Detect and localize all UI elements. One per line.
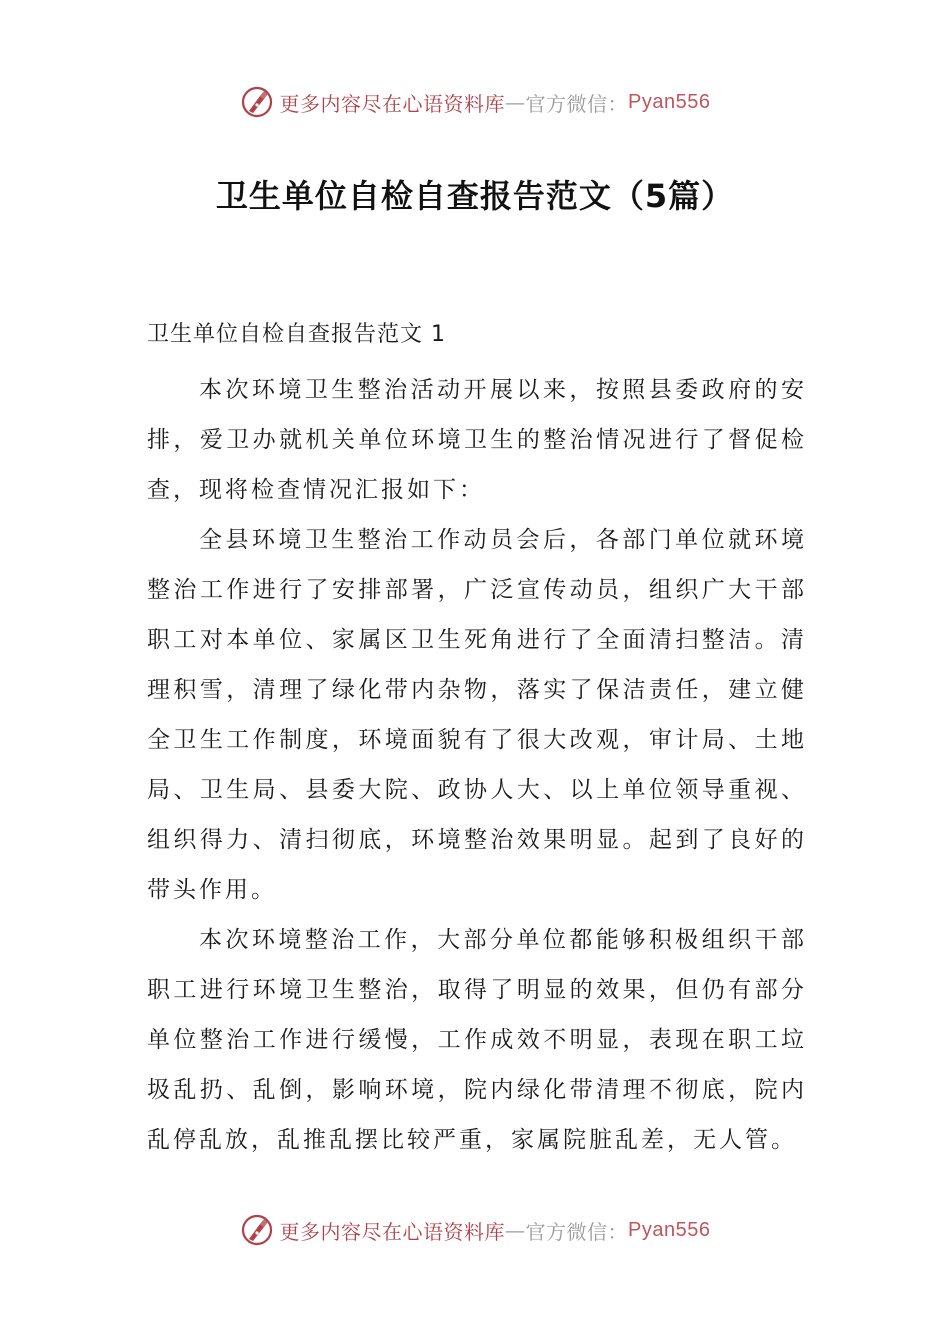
watermark-brand: 更多内容尽在心语资料库 [279, 1219, 506, 1244]
pen-nib-logo-icon [240, 85, 274, 119]
header-watermark [0, 82, 950, 122]
watermark-wechat-id: Pyan556 [628, 1218, 711, 1241]
watermark-label: 官方微信： [525, 1219, 629, 1244]
watermark-dash: — [505, 1218, 526, 1242]
footer-watermark [0, 1210, 950, 1250]
watermark-wechat-id: Pyan556 [628, 90, 711, 113]
paragraph-1: 本次环境卫生整治活动开展以来，按照县委政府的安排，爱卫办就机关单位环境卫生的整治情况进行了督促检查，现将检查情况汇报如下： [147, 377, 807, 503]
document-body [147, 315, 807, 1165]
watermark-label: 官方微信： [525, 91, 629, 116]
section-heading: 卫生单位自检自查报告范文 1 [147, 322, 446, 347]
paragraph-2: 全县环境卫生整治工作动员会后，各部门单位就环境整治工作进行了安排部署，广泛宣传动员，组织广大干部职工对本单位、家属区卫生死角进行了全面清扫整洁。清理积雪，清理了绿化带内杂物，落实了保洁责任，建立健全卫生工作制度，环境面貌有了很大改观，审计局、土地局、卫生局、县委大院、政协人大、以上单位领导重视、组织得力、清扫彻底，环境整治效果明显。起到了良好的带头作用。 [147, 527, 807, 903]
watermark-dash: — [505, 90, 526, 114]
pen-nib-logo-icon [240, 1213, 274, 1247]
paragraph-3: 本次环境整治工作，大部分单位都能够积极组织干部职工进行环境卫生整治，取得了明显的效果，但仍有部分单位整治工作进行缓慢，工作成效不明显，表现在职工垃圾乱扔、乱倒，影响环境，院内绿化带清理不彻底，院内乱停乱放，乱推乱摆比较严重，家属院脏乱差，无人管。 [147, 927, 807, 1153]
watermark-brand: 更多内容尽在心语资料库 [279, 91, 506, 116]
document-title: 卫生单位自检自查报告范文（5篇） [215, 177, 735, 215]
